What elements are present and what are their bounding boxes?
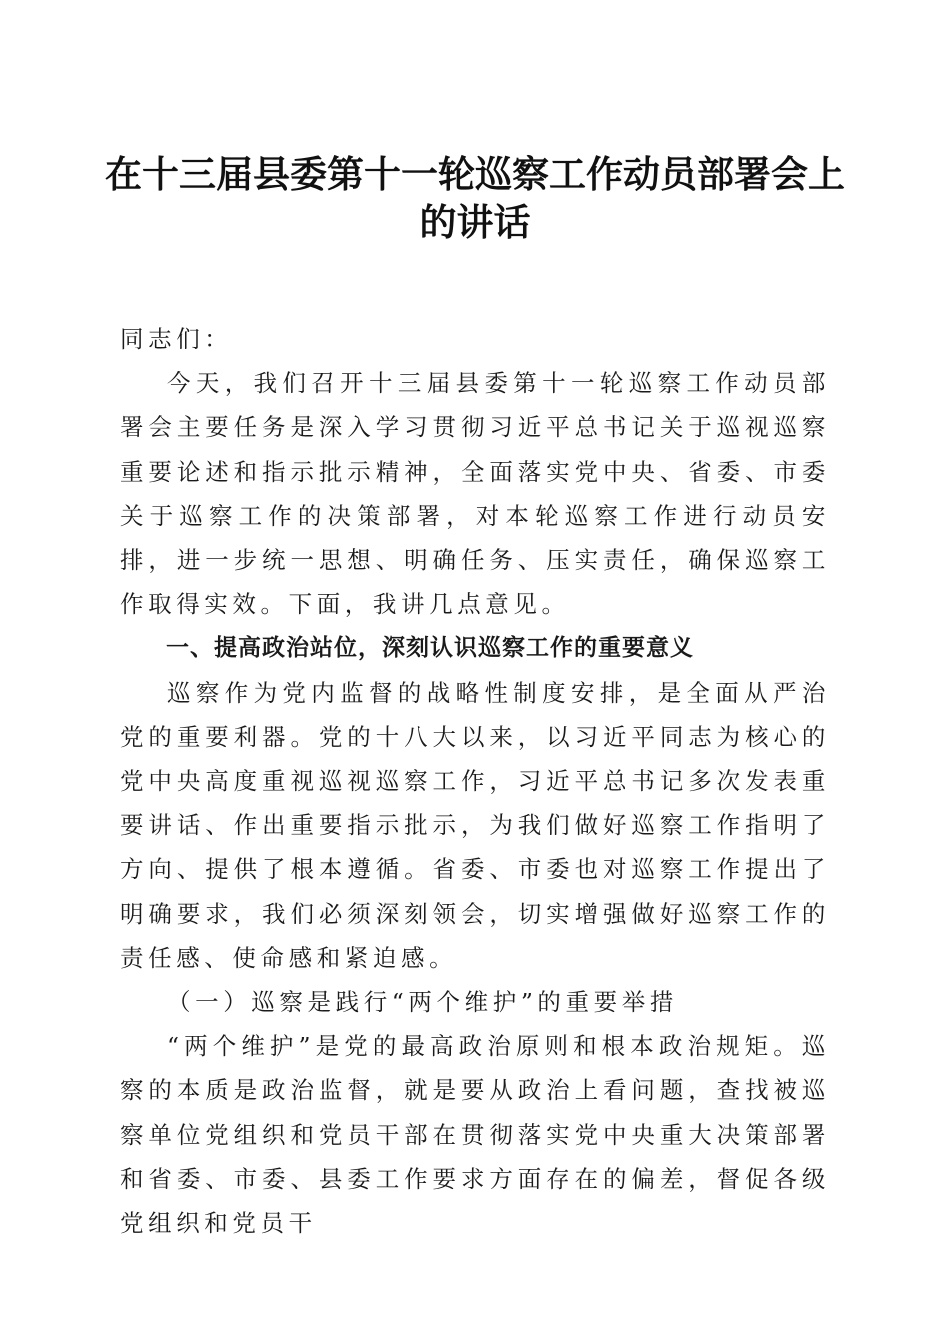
document-title: 在十三届县委第十一轮巡察工作动员部署会上的讲话: [105, 152, 845, 244]
salutation: 同志们：: [120, 325, 233, 353]
intro-paragraph: 今天，我们召开十三届县委第十一轮巡察工作动员部署会主要任务是深入学习贯彻习近平总书记关于巡视巡察重要论述和指示批示精神，全面落实党中央、省委、市委关于巡察工作的决策部署，对本轮巡察工作进行动员安排，进一步统一思想、明确任务、压实责任，确保巡察工作取得实效。下面，我讲几点意见。: [120, 369, 830, 619]
section-1-heading: 一、提高政治站位，深刻认识巡察工作的重要意义: [166, 635, 694, 662]
document-body: [120, 317, 830, 1245]
subsection-1-paragraph: “两个维护”是党的最高政治原则和根本政治规矩。巡察的本质是政治监督，就是要从政治上看问题，查找被巡察单位党组织和党员干部在贯彻落实党中央重大决策部署和省委、市委、县委工作要求方面存在的偏差，督促各级党组织和党员干: [120, 1032, 830, 1238]
section-1-paragraph: 巡察作为党内监督的战略性制度安排，是全面从严治党的重要利器。党的十八大以来，以习近平同志为核心的党中央高度重视巡视巡察工作，习近平总书记多次发表重要讲话、作出重要指示批示，为我们做好巡察工作指明了方向、提供了根本遵循。省委、市委也对巡察工作提出了明确要求，我们必须深刻领会，切实增强做好巡察工作的责任感、使命感和紧迫感。: [120, 678, 830, 972]
subsection-1-heading: （一）巡察是践行“两个维护”的重要举措: [167, 988, 678, 1017]
